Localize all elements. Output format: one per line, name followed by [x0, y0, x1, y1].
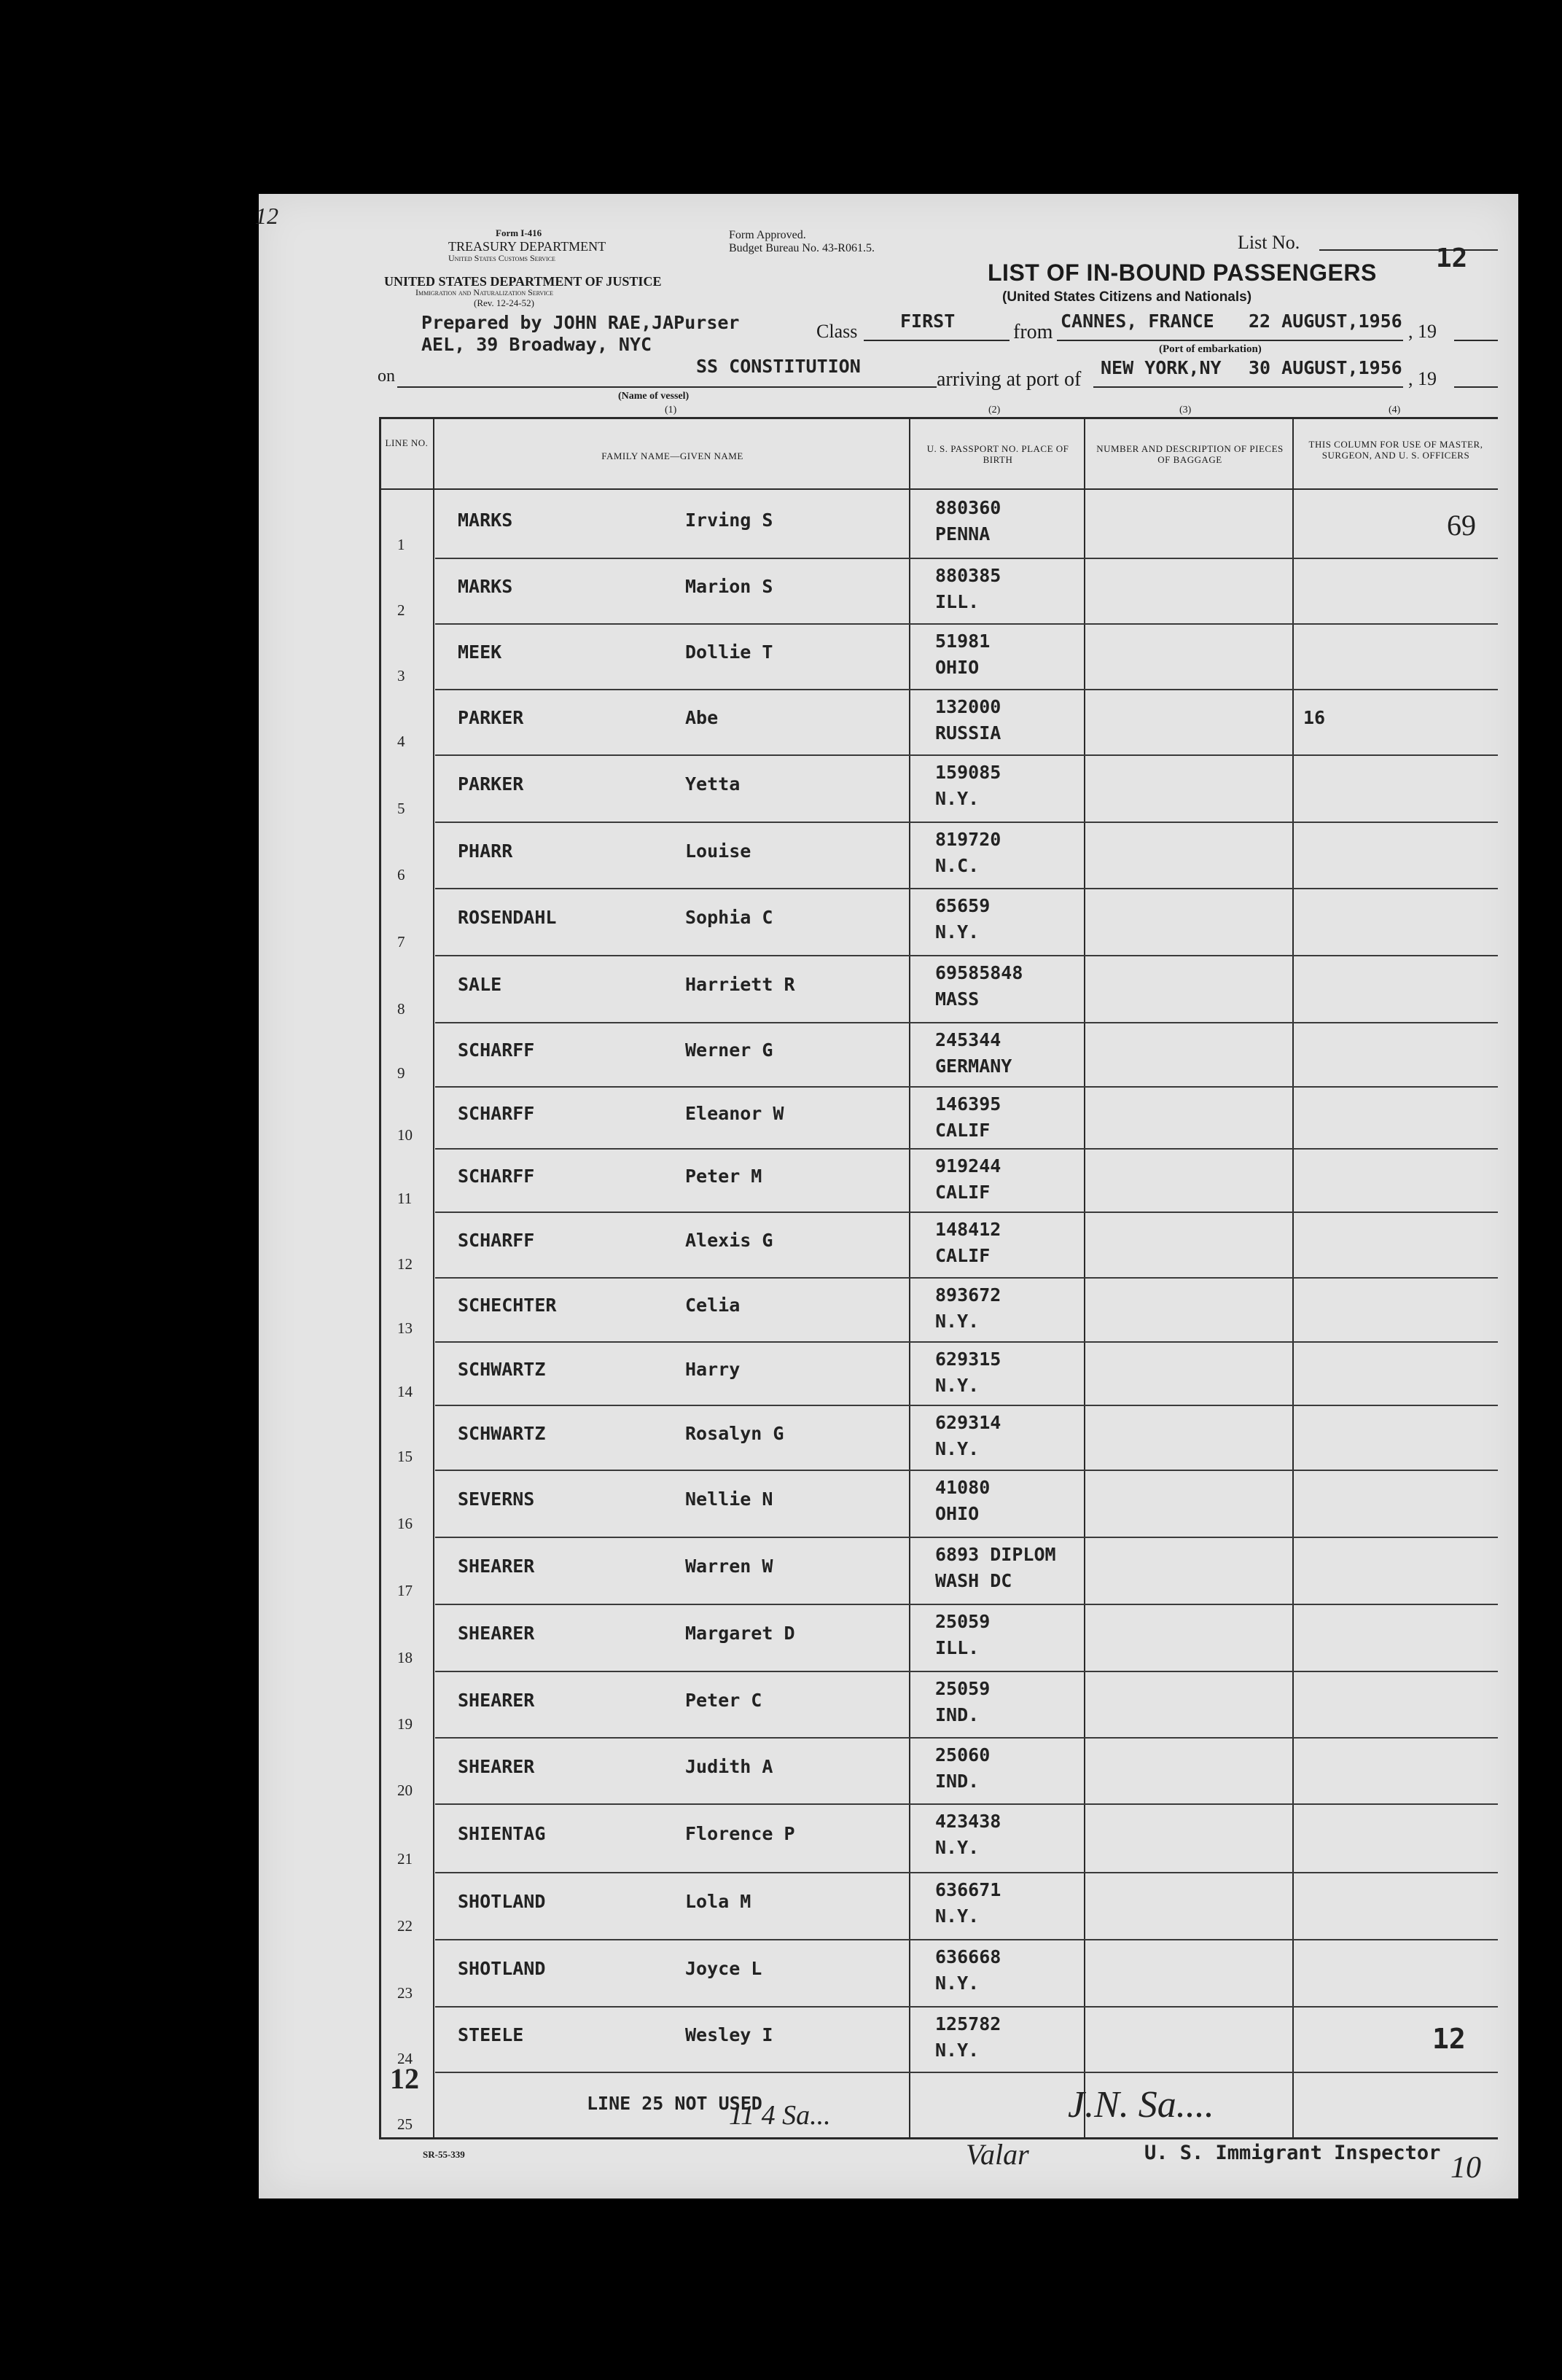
col-number-1: (1): [665, 405, 677, 415]
passport-number: 25059: [935, 1678, 991, 1699]
passport-number: 51981: [935, 631, 991, 652]
vessel-name: SS CONSTITUTION: [696, 356, 861, 377]
family-name: SCHWARTZ: [458, 1422, 546, 1444]
family-name: MARKS: [458, 509, 513, 531]
family-name: SCHARFF: [458, 1165, 535, 1187]
corner-mark: 12: [255, 203, 278, 229]
count-mark: 12: [390, 2062, 419, 2095]
class-rule: [864, 340, 1010, 341]
year-rule: [1454, 340, 1498, 341]
given-name: Louise: [685, 840, 751, 862]
row-divider: [435, 1803, 1498, 1805]
place-of-birth: CALIF: [935, 1245, 991, 1266]
family-name: SHEARER: [458, 1556, 535, 1577]
place-of-birth: ILL.: [935, 591, 980, 612]
arrival-port: NEW YORK,NY: [1101, 357, 1222, 378]
place-of-birth: N.Y.: [935, 1837, 980, 1858]
line-number: 7: [397, 933, 405, 951]
line-number: 18: [397, 1649, 413, 1666]
on-label: on: [378, 367, 395, 386]
row-divider: [435, 1470, 1498, 1471]
passport-number: 245344: [935, 1029, 1001, 1050]
budget-bureau: Budget Bureau No. 43-R061.5.: [729, 242, 875, 254]
family-name: PHARR: [458, 840, 513, 862]
arrive-rule: [1093, 386, 1403, 388]
row-divider: [435, 1872, 1498, 1873]
given-name: Wesley I: [685, 2024, 773, 2045]
row-divider: [435, 623, 1498, 625]
treasury-department: TREASURY DEPARTMENT: [448, 239, 606, 254]
arriving-label: arriving at port of: [937, 368, 1082, 391]
list-no-value: 12: [1436, 243, 1468, 273]
row-divider: [435, 558, 1498, 559]
row-divider: [435, 955, 1498, 956]
given-name: Marion S: [685, 576, 773, 597]
passport-number: 65659: [935, 895, 991, 916]
family-name: SHEARER: [458, 1755, 535, 1777]
family-name: ROSENDAHL: [458, 907, 557, 928]
officer-mark: 69: [1447, 508, 1476, 542]
passport-number: 880385: [935, 565, 1001, 586]
passport-number: 25060: [935, 1744, 991, 1766]
list-no-label: List No.: [1238, 232, 1300, 253]
passport-number: 146395: [935, 1093, 1001, 1115]
passport-number: 819720: [935, 829, 1001, 850]
family-name: PARKER: [458, 707, 524, 728]
row-divider: [435, 1212, 1498, 1213]
family-name: SHEARER: [458, 1623, 535, 1644]
unused-line-note: LINE 25 NOT USED: [587, 2093, 762, 2114]
year-suffix: , 19: [1408, 321, 1437, 342]
preparer-address: AEL, 39 Broadway, NYC: [421, 334, 652, 355]
passport-number: 125782: [935, 2013, 1001, 2034]
passport-number: 423438: [935, 1811, 1001, 1832]
document-title: LIST OF IN-BOUND PASSENGERS: [988, 260, 1377, 286]
place-of-birth: N.Y.: [935, 1905, 980, 1927]
vessel-rule: [397, 386, 937, 388]
place-of-birth: N.Y.: [935, 921, 980, 943]
line-number: 13: [397, 1319, 413, 1337]
place-of-birth: N.Y.: [935, 1973, 980, 1994]
family-name: STEELE: [458, 2024, 524, 2045]
line-number: 23: [397, 1984, 413, 2002]
line-number: 14: [397, 1383, 413, 1400]
family-name: MEEK: [458, 641, 502, 663]
table-bottom-border: [379, 2137, 1498, 2139]
family-name: SHOTLAND: [458, 1958, 546, 1979]
given-name: Harry: [685, 1358, 741, 1380]
place-of-birth: N.Y.: [935, 788, 980, 809]
header-bottom-border: [379, 488, 1498, 490]
corner-note: 10: [1450, 2151, 1481, 2185]
given-name: Alexis G: [685, 1230, 773, 1251]
place-of-birth: PENNA: [935, 523, 991, 545]
class-value: FIRST: [900, 311, 956, 332]
row-divider: [435, 1086, 1498, 1088]
line-number: 8: [397, 1000, 405, 1018]
place-of-birth: N.Y.: [935, 1375, 980, 1396]
row-divider: [435, 822, 1498, 823]
line-number: 10: [397, 1126, 413, 1144]
given-name: Rosalyn G: [685, 1422, 784, 1444]
row-divider: [435, 1341, 1498, 1343]
place-of-birth: IND.: [935, 1704, 980, 1725]
passport-number: 893672: [935, 1284, 1001, 1306]
line-number: 12: [397, 1255, 413, 1273]
class-label: Class: [816, 321, 858, 342]
from-rule: [1057, 340, 1403, 341]
officer-mark: 16: [1303, 707, 1326, 728]
port-embark-label: (Port of embarkation): [1159, 343, 1262, 355]
family-name: SHIENTAG: [458, 1823, 546, 1844]
place-of-birth: N.Y.: [935, 1438, 980, 1459]
place-of-birth: N.Y.: [935, 2040, 980, 2061]
family-name: MARKS: [458, 576, 513, 597]
place-of-birth: OHIO: [935, 1503, 980, 1524]
passport-number: 636668: [935, 1946, 1001, 1967]
given-name: Sophia C: [685, 907, 773, 928]
customs-service: United States Customs Service: [448, 253, 555, 263]
secondary-signature: Valar: [966, 2138, 1029, 2171]
place-of-birth: N.C.: [935, 855, 980, 876]
place-of-birth: WASH DC: [935, 1570, 1012, 1591]
line-number: 21: [397, 1850, 413, 1868]
row-divider: [435, 1148, 1498, 1150]
revision: (Rev. 12-24-52): [474, 297, 534, 308]
inspector-label: U. S. Immigrant Inspector: [1144, 2142, 1441, 2164]
given-name: Irving S: [685, 509, 773, 531]
line-number: 19: [397, 1715, 413, 1733]
vessel-label: (Name of vessel): [618, 391, 690, 402]
list-no-rule: [1319, 249, 1498, 251]
col-number-2: (2): [988, 405, 1001, 415]
from-port: CANNES, FRANCE: [1061, 311, 1214, 332]
table-top-border: [379, 417, 1498, 419]
row-divider: [435, 2006, 1498, 2008]
officer-mark: 12: [1432, 2023, 1466, 2055]
col-divider-line-no: [433, 417, 434, 2139]
given-name: Lola M: [685, 1891, 751, 1912]
passport-number: 25059: [935, 1611, 991, 1632]
family-name: SCHARFF: [458, 1102, 535, 1124]
family-name: PARKER: [458, 773, 524, 795]
line-number: 25: [397, 2115, 413, 2133]
line-number: 3: [397, 667, 405, 684]
place-of-birth: N.Y.: [935, 1311, 980, 1332]
line-number: 20: [397, 1782, 413, 1799]
row-divider: [435, 1022, 1498, 1023]
row-divider: [435, 689, 1498, 690]
family-name: SHOTLAND: [458, 1891, 546, 1912]
place-of-birth: RUSSIA: [935, 722, 1001, 744]
line-number: 5: [397, 800, 405, 817]
passport-number: 6893 DIPLOM: [935, 1544, 1056, 1565]
manifest-sheet: [259, 194, 1518, 2198]
line-number: 4: [397, 733, 405, 750]
row-divider: [435, 1537, 1498, 1538]
family-name: SALE: [458, 974, 502, 995]
form-number: Form I-416: [496, 227, 542, 238]
row-divider: [435, 754, 1498, 756]
line-number: 15: [397, 1448, 413, 1465]
place-of-birth: ILL.: [935, 1637, 980, 1658]
row-divider: [435, 1277, 1498, 1279]
place-of-birth: MASS: [935, 988, 980, 1010]
given-name: Florence P: [685, 1823, 795, 1844]
place-of-birth: OHIO: [935, 657, 980, 678]
place-of-birth: CALIF: [935, 1120, 991, 1141]
col-number-3: (3): [1179, 405, 1192, 415]
line-number: 2: [397, 601, 405, 619]
line-number: 24: [397, 2050, 413, 2067]
line-number: 9: [397, 1064, 405, 1082]
family-name: SCHARFF: [458, 1230, 535, 1251]
year-suffix: , 19: [1408, 368, 1437, 389]
given-name: Peter M: [685, 1165, 762, 1187]
given-name: Yetta: [685, 773, 741, 795]
given-name: Joyce L: [685, 1958, 762, 1979]
header-line-no: LINE NO.: [385, 437, 429, 448]
passport-number: 148412: [935, 1219, 1001, 1240]
place-of-birth: GERMANY: [935, 1056, 1012, 1077]
document-subtitle: (United States Citizens and Nationals): [1002, 289, 1252, 305]
family-name: SCHECHTER: [458, 1295, 557, 1316]
line-number: 16: [397, 1515, 413, 1532]
form-code: SR-55-339: [423, 2149, 465, 2160]
passport-number: 636671: [935, 1879, 1001, 1900]
given-name: Abe: [685, 707, 719, 728]
family-name: SEVERNS: [458, 1489, 535, 1510]
row-divider: [435, 2072, 1498, 2073]
header-baggage: NUMBER AND DESCRIPTION OF PIECES OF BAGGAGE: [1096, 443, 1284, 465]
family-name: SCHARFF: [458, 1039, 535, 1061]
row-divider: [435, 1671, 1498, 1672]
header-passport: U. S. PASSPORT NO. PLACE OF BIRTH: [926, 443, 1069, 465]
line-number: 17: [397, 1582, 413, 1599]
given-name: Peter C: [685, 1689, 762, 1711]
passport-number: 629314: [935, 1412, 1001, 1433]
passport-number: 69585848: [935, 962, 1023, 983]
table-left-border: [379, 417, 381, 2139]
prepared-by: Prepared by JOHN RAE,JAPurser: [421, 312, 740, 333]
arrival-date: 30 AUGUST,1956: [1249, 357, 1402, 378]
row-divider: [435, 888, 1498, 889]
line-number: 11: [397, 1190, 413, 1207]
place-of-birth: IND.: [935, 1771, 980, 1792]
passport-number: 132000: [935, 696, 1001, 717]
passport-number: 41080: [935, 1477, 991, 1498]
line-number: 6: [397, 866, 405, 883]
given-name: Harriett R: [685, 974, 795, 995]
given-name: Eleanor W: [685, 1102, 784, 1124]
inspector-signature: J.N. Sa....: [1068, 2084, 1214, 2126]
ins-title: Immigration and Naturalization Service: [415, 287, 554, 297]
family-name: SCHWARTZ: [458, 1358, 546, 1380]
header-officers: THIS COLUMN FOR USE OF MASTER, SURGEON, AND U. S. OFFICERS: [1308, 439, 1483, 461]
row-divider: [435, 1939, 1498, 1940]
form-approved: Form Approved.: [729, 229, 806, 241]
passport-number: 629315: [935, 1349, 1001, 1370]
handwritten-note: 11 4 Sa...: [729, 2100, 831, 2131]
from-label: from: [1013, 321, 1053, 343]
family-name: SHEARER: [458, 1689, 535, 1711]
place-of-birth: CALIF: [935, 1182, 991, 1203]
row-divider: [435, 1604, 1498, 1605]
row-divider: [435, 1737, 1498, 1739]
passport-number: 159085: [935, 762, 1001, 783]
given-name: Nellie N: [685, 1489, 773, 1510]
year-rule: [1454, 386, 1498, 388]
line-number: 22: [397, 1917, 413, 1935]
given-name: Dollie T: [685, 641, 773, 663]
departure-date: 22 AUGUST,1956: [1249, 311, 1402, 332]
line-number: 1: [397, 536, 405, 553]
given-name: Werner G: [685, 1039, 773, 1061]
passport-number: 880360: [935, 497, 1001, 518]
col-number-4: (4): [1389, 405, 1401, 415]
header-name: FAMILY NAME—GIVEN NAME: [601, 450, 743, 461]
given-name: Judith A: [685, 1755, 773, 1777]
given-name: Celia: [685, 1295, 741, 1316]
row-divider: [435, 1405, 1498, 1406]
doj-title: UNITED STATES DEPARTMENT OF JUSTICE: [384, 274, 662, 289]
given-name: Margaret D: [685, 1623, 795, 1644]
given-name: Warren W: [685, 1556, 773, 1577]
passport-number: 919244: [935, 1155, 1001, 1177]
